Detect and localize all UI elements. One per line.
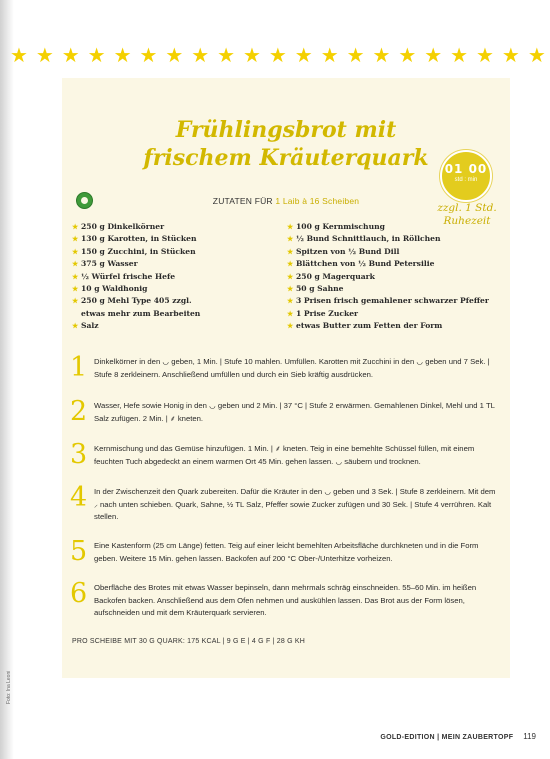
ingredient-item: ★ 100 g Kernmischung: [287, 221, 502, 233]
star-icon: ★: [346, 45, 365, 67]
time-badge: [440, 150, 492, 202]
bullet-star-icon: ★: [72, 321, 79, 331]
edition-label: GOLD-EDITION | MEIN ZAUBERTOPF: [380, 734, 514, 741]
ingredient-item: ★ 250 g Magerquark: [287, 271, 502, 283]
star-icon: ★: [113, 45, 132, 67]
photo-credit: Foto: Ina Leoni: [6, 670, 12, 704]
page-number: 119: [523, 732, 536, 741]
bullet-star-icon: ★: [72, 234, 79, 244]
bullet-star-icon: ★: [287, 296, 294, 306]
ingredient-item: ★ 10 g Waldhonig: [72, 283, 272, 295]
ingredient-item: ★ etwas Butter zum Fetten der Form: [287, 320, 502, 332]
star-icon: ★: [268, 45, 287, 67]
star-icon: ★: [61, 45, 80, 67]
ingredients-heading: [62, 196, 510, 206]
bullet-star-icon: ★: [287, 234, 294, 244]
step-text: Wasser, Hefe sowie Honig in den ◡ geben und 2 Min. | 37 °C | Stufe 2 erwärmen. Gemahlenen Dinkel, Mehl und 1 TL Salz zufügen. 2 Min. | ⸙ kneten.: [94, 401, 495, 423]
nutrition-info: PRO SCHEIBE MIT 30 G QUARK: 175 KCAL | 9 G E | 4 G F | 28 G KH: [72, 638, 305, 645]
star-icon: ★: [424, 45, 443, 67]
recipe-title-line-1: Frühlingsbrot mit: [175, 117, 397, 143]
bullet-star-icon: ★: [72, 296, 79, 306]
star-icon: ★: [476, 45, 494, 67]
recipe-card: [62, 78, 510, 678]
bullet-star-icon: ★: [72, 246, 79, 256]
star-icon: ★: [10, 45, 28, 67]
bullet-star-icon: ★: [72, 271, 79, 281]
bullet-star-icon: ★: [287, 308, 294, 318]
step-text: Eine Kastenform (25 cm Länge) fetten. Teig auf einer leicht bemehlten Arbeitsfläche durchkneten und in die Form geben. Weitere 15 Min. gehen lassen. Backofen auf 200 °C Ober-/Unterhitze vorheizen.: [94, 541, 479, 563]
bullet-star-icon: ★: [287, 222, 294, 231]
star-icon: ★: [165, 45, 184, 67]
star-icon: ★: [139, 45, 158, 67]
bullet-star-icon: ★: [287, 321, 294, 331]
step-number: 6: [70, 578, 88, 609]
ingredient-item: ★ 1 Prise Zucker: [287, 308, 502, 320]
book-spine: [0, 0, 14, 759]
time-unit: std : min: [454, 177, 478, 183]
step-number: 2: [70, 396, 88, 427]
ingredient-item: ★ 150 g Zucchini, in Stücken: [72, 246, 272, 258]
rest-time-line-2: Ruhezeit: [443, 215, 491, 227]
ingredient-item-continuation: etwas mehr zum Bearbeiten: [81, 308, 201, 318]
ingredient-item: ★ 250 g Mehl Type 405 zzgl.: [72, 295, 272, 307]
ingredient-item: ★ Spitzen von ½ Bund Dill: [287, 246, 502, 258]
ingredient-item: ★ 3 Prisen frisch gemahlener schwarzer Pfeffer: [287, 295, 502, 307]
rest-time-line-1: zzgl. 1 Std.: [437, 202, 497, 214]
ingredients-yield: 1 Laib à 16 Scheiben: [275, 196, 360, 206]
star-icon: ★: [35, 45, 54, 67]
step-number: 4: [70, 482, 88, 513]
bullet-star-icon: ★: [72, 259, 79, 269]
bullet-star-icon: ★: [287, 259, 294, 269]
step-text: Dinkelkörner in den ◡ geben, 1 Min. | Stufe 10 mahlen. Umfüllen. Karotten mit Zucchini in den ◡ geben und 7 Sek. | Stufe 8 zerkleinern. Anschließend umfüllen und durch ein Sieb kräftig ausdrücken.: [94, 357, 490, 379]
ingredients-label: ZUTATEN FÜR: [212, 196, 273, 206]
ingredient-item: ★ Blättchen von ½ Bund Petersilie: [287, 258, 502, 270]
ingredients-list-left: [72, 221, 272, 333]
ingredient-item: ★ 130 g Karotten, in Stücken: [72, 233, 272, 245]
star-border: [10, 44, 550, 68]
star-icon: ★: [501, 45, 520, 67]
recipe-title-line-2: frischem Kräuterquark: [143, 145, 429, 171]
ingredient-item: ★ 50 g Sahne: [287, 283, 502, 295]
star-icon: ★: [87, 45, 106, 67]
star-icon: ★: [372, 45, 391, 67]
star-icon: ★: [398, 45, 417, 67]
ingredient-item: ★ ½ Würfel frische Hefe: [72, 271, 272, 283]
step-text: Kernmischung und das Gemüse hinzufügen. 1 Min. | ⸙ kneten. Teig in eine bemehlte Schüssel füllen, mit einem feuchten Tuch abgedeckt an einem warmen Ort 45 Min. gehen lassen. ◡ säubern und trocknen.: [94, 444, 475, 466]
bullet-star-icon: ★: [287, 246, 294, 256]
star-icon: ★: [450, 45, 469, 67]
ingredients-list-right: [287, 221, 502, 333]
step-number: 3: [70, 439, 88, 470]
star-icon: ★: [243, 45, 261, 67]
step-number: 5: [70, 536, 88, 567]
ingredient-item: ★ Salz: [72, 320, 272, 332]
bullet-star-icon: ★: [72, 284, 79, 294]
bullet-star-icon: ★: [287, 271, 294, 281]
ingredient-item: ★ 250 g Dinkelkörner: [72, 221, 272, 233]
step-text: Oberfläche des Brotes mit etwas Wasser bepinseln, dann mehrmals schräg einschneiden. 55–60 Min. im heißen Backofen backen. Anschließend aus dem Ofen nehmen und auskühlen lassen. Das Brot aus der Form lösen, aufschneiden und mit dem Kräuterquark servieren.: [94, 583, 477, 617]
bullet-star-icon: ★: [287, 284, 294, 294]
star-icon: ★: [294, 45, 313, 67]
page-footer: [380, 732, 536, 741]
ingredient-item: ★ 375 g Wasser: [72, 258, 272, 270]
star-icon: ★: [191, 45, 210, 67]
time-value: 01 00: [444, 162, 488, 176]
bullet-star-icon: ★: [72, 222, 79, 231]
step-number: 1: [70, 352, 88, 383]
ingredient-item: ★ ½ Bund Schnittlauch, in Röllchen: [287, 233, 502, 245]
step-text: In der Zwischenzeit den Quark zubereiten. Dafür die Kräuter in den ◡ geben und 3 Sek. | Stufe 8 zerkleinern. Mit dem ⸝ nach unten schieben. Quark, Sahne, ½ TL Salz, Pfeffer sowie Zucker zufügen und 30 Sek. | Stufe 4 verrühren. Kalt stellen.: [94, 487, 496, 521]
star-icon: ★: [217, 45, 236, 67]
star-icon: ★: [320, 45, 339, 67]
star-icon: ★: [527, 45, 546, 67]
